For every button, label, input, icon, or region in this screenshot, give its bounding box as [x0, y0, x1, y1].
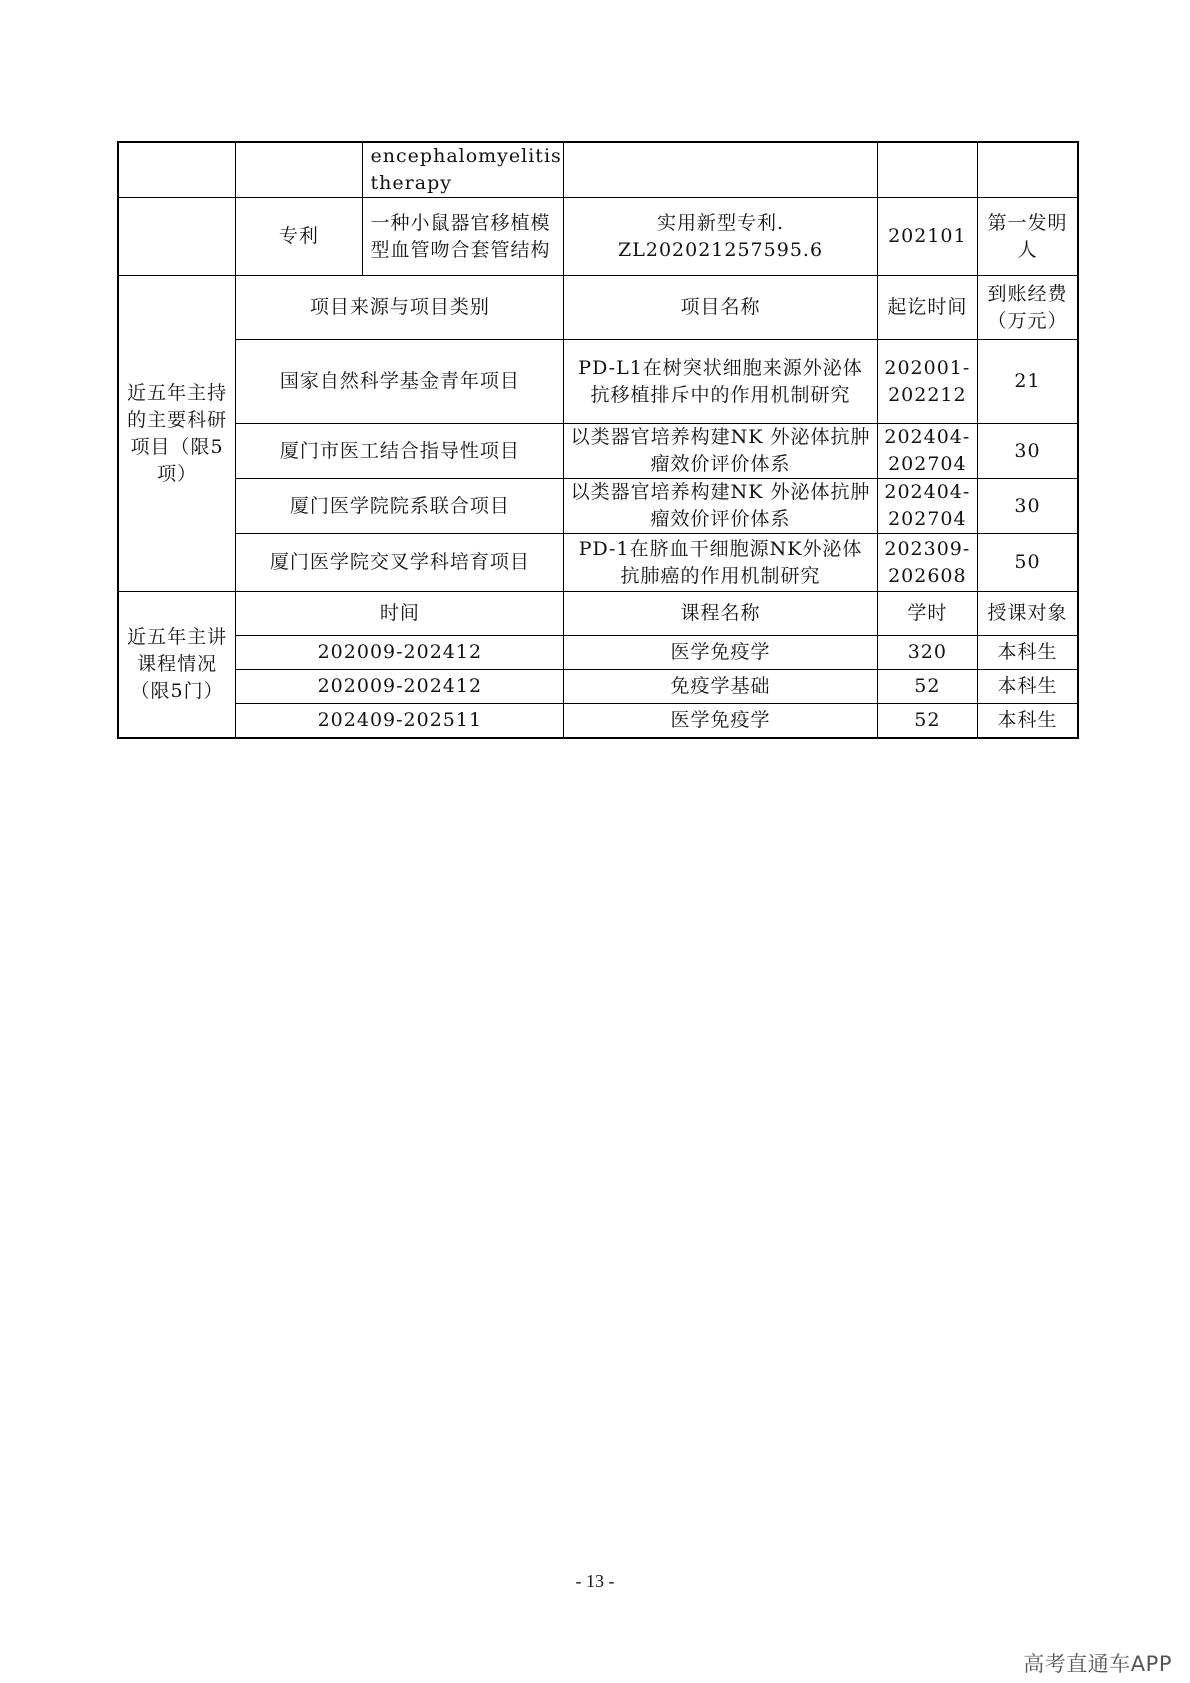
table-row [118, 534, 1078, 592]
project-name-cell: PD-1在脐血干细胞源NK外泌体抗肺癌的作用机制研究 [564, 534, 877, 592]
output-title-cell: 一种小鼠器官移植模型血管吻合套管结构 [362, 198, 564, 276]
course-audience-cell: 本科生 [978, 704, 1078, 738]
project-source-cell: 厦门医学院院系联合项目 [236, 479, 564, 534]
table-row [118, 198, 1078, 276]
course-time-cell: 202009-202412 [236, 636, 564, 670]
header-course-audience: 授课对象 [978, 592, 1078, 636]
header-project-period: 起讫时间 [877, 276, 977, 340]
project-funds-cell: 21 [978, 340, 1078, 424]
table-row [118, 340, 1078, 424]
table-row [118, 704, 1078, 738]
course-audience-cell: 本科生 [978, 670, 1078, 704]
project-name-cell: PD-L1在树突状细胞来源外泌体抗移植排斥中的作用机制研究 [564, 340, 877, 424]
project-source-cell: 国家自然科学基金青年项目 [236, 340, 564, 424]
output-date-cell: 202101 [877, 198, 977, 276]
course-time-cell: 202409-202511 [236, 704, 564, 738]
header-course-name: 课程名称 [564, 592, 877, 636]
output-rank-cell: 第一发明人 [978, 198, 1078, 276]
course-name-cell: 医学免疫学 [564, 704, 877, 738]
course-hours-cell: 52 [877, 670, 977, 704]
course-audience-cell: 本科生 [978, 636, 1078, 670]
table-cell [236, 142, 362, 198]
project-period-cell: 202404-202704 [877, 424, 977, 479]
document-table [117, 141, 1079, 739]
project-period-cell: 202001-202212 [877, 340, 977, 424]
table-row [118, 636, 1078, 670]
project-funds-cell: 30 [978, 479, 1078, 534]
table-row [118, 142, 1078, 198]
project-source-cell: 厦门市医工结合指导性项目 [236, 424, 564, 479]
output-type-cell: 专利 [236, 198, 362, 276]
courses-header-row [118, 592, 1078, 636]
watermark-logo: 高考直通车APP [1023, 1652, 1172, 1676]
table-cell [118, 198, 236, 276]
course-time-cell: 202009-202412 [236, 670, 564, 704]
course-name-cell: 免疫学基础 [564, 670, 877, 704]
header-project-name: 项目名称 [564, 276, 877, 340]
course-name-cell: 医学免疫学 [564, 636, 877, 670]
project-period-cell: 202404-202704 [877, 479, 977, 534]
table-row [118, 479, 1078, 534]
project-period-cell: 202309-202608 [877, 534, 977, 592]
output-title-cell: encephalomyelitis therapy [362, 142, 564, 198]
project-source-cell: 厦门医学院交叉学科培育项目 [236, 534, 564, 592]
page-number: - 13 - [575, 1571, 615, 1591]
project-name-cell: 以类器官培养构建NK 外泌体抗肿瘤效价评价体系 [564, 479, 877, 534]
project-name-cell: 以类器官培养构建NK 外泌体抗肿瘤效价评价体系 [564, 424, 877, 479]
projects-header-row [118, 276, 1078, 340]
course-hours-cell: 320 [877, 636, 977, 670]
table-cell [978, 142, 1078, 198]
projects-section-label: 近五年主持的主要科研项目（限5项） [118, 276, 236, 592]
course-hours-cell: 52 [877, 704, 977, 738]
header-course-hours: 学时 [877, 592, 977, 636]
output-source-cell: 实用新型专利. ZL202021257595.6 [564, 198, 877, 276]
table-row [118, 670, 1078, 704]
courses-section-label: 近五年主讲课程情况（限5门） [118, 592, 236, 738]
header-project-source: 项目来源与项目类别 [236, 276, 564, 340]
table-cell [118, 142, 236, 198]
table-row [118, 424, 1078, 479]
project-funds-cell: 50 [978, 534, 1078, 592]
table-cell [564, 142, 877, 198]
header-course-time: 时间 [236, 592, 564, 636]
header-project-funds: 到账经费（万元） [978, 276, 1078, 340]
project-funds-cell: 30 [978, 424, 1078, 479]
table-cell [877, 142, 977, 198]
